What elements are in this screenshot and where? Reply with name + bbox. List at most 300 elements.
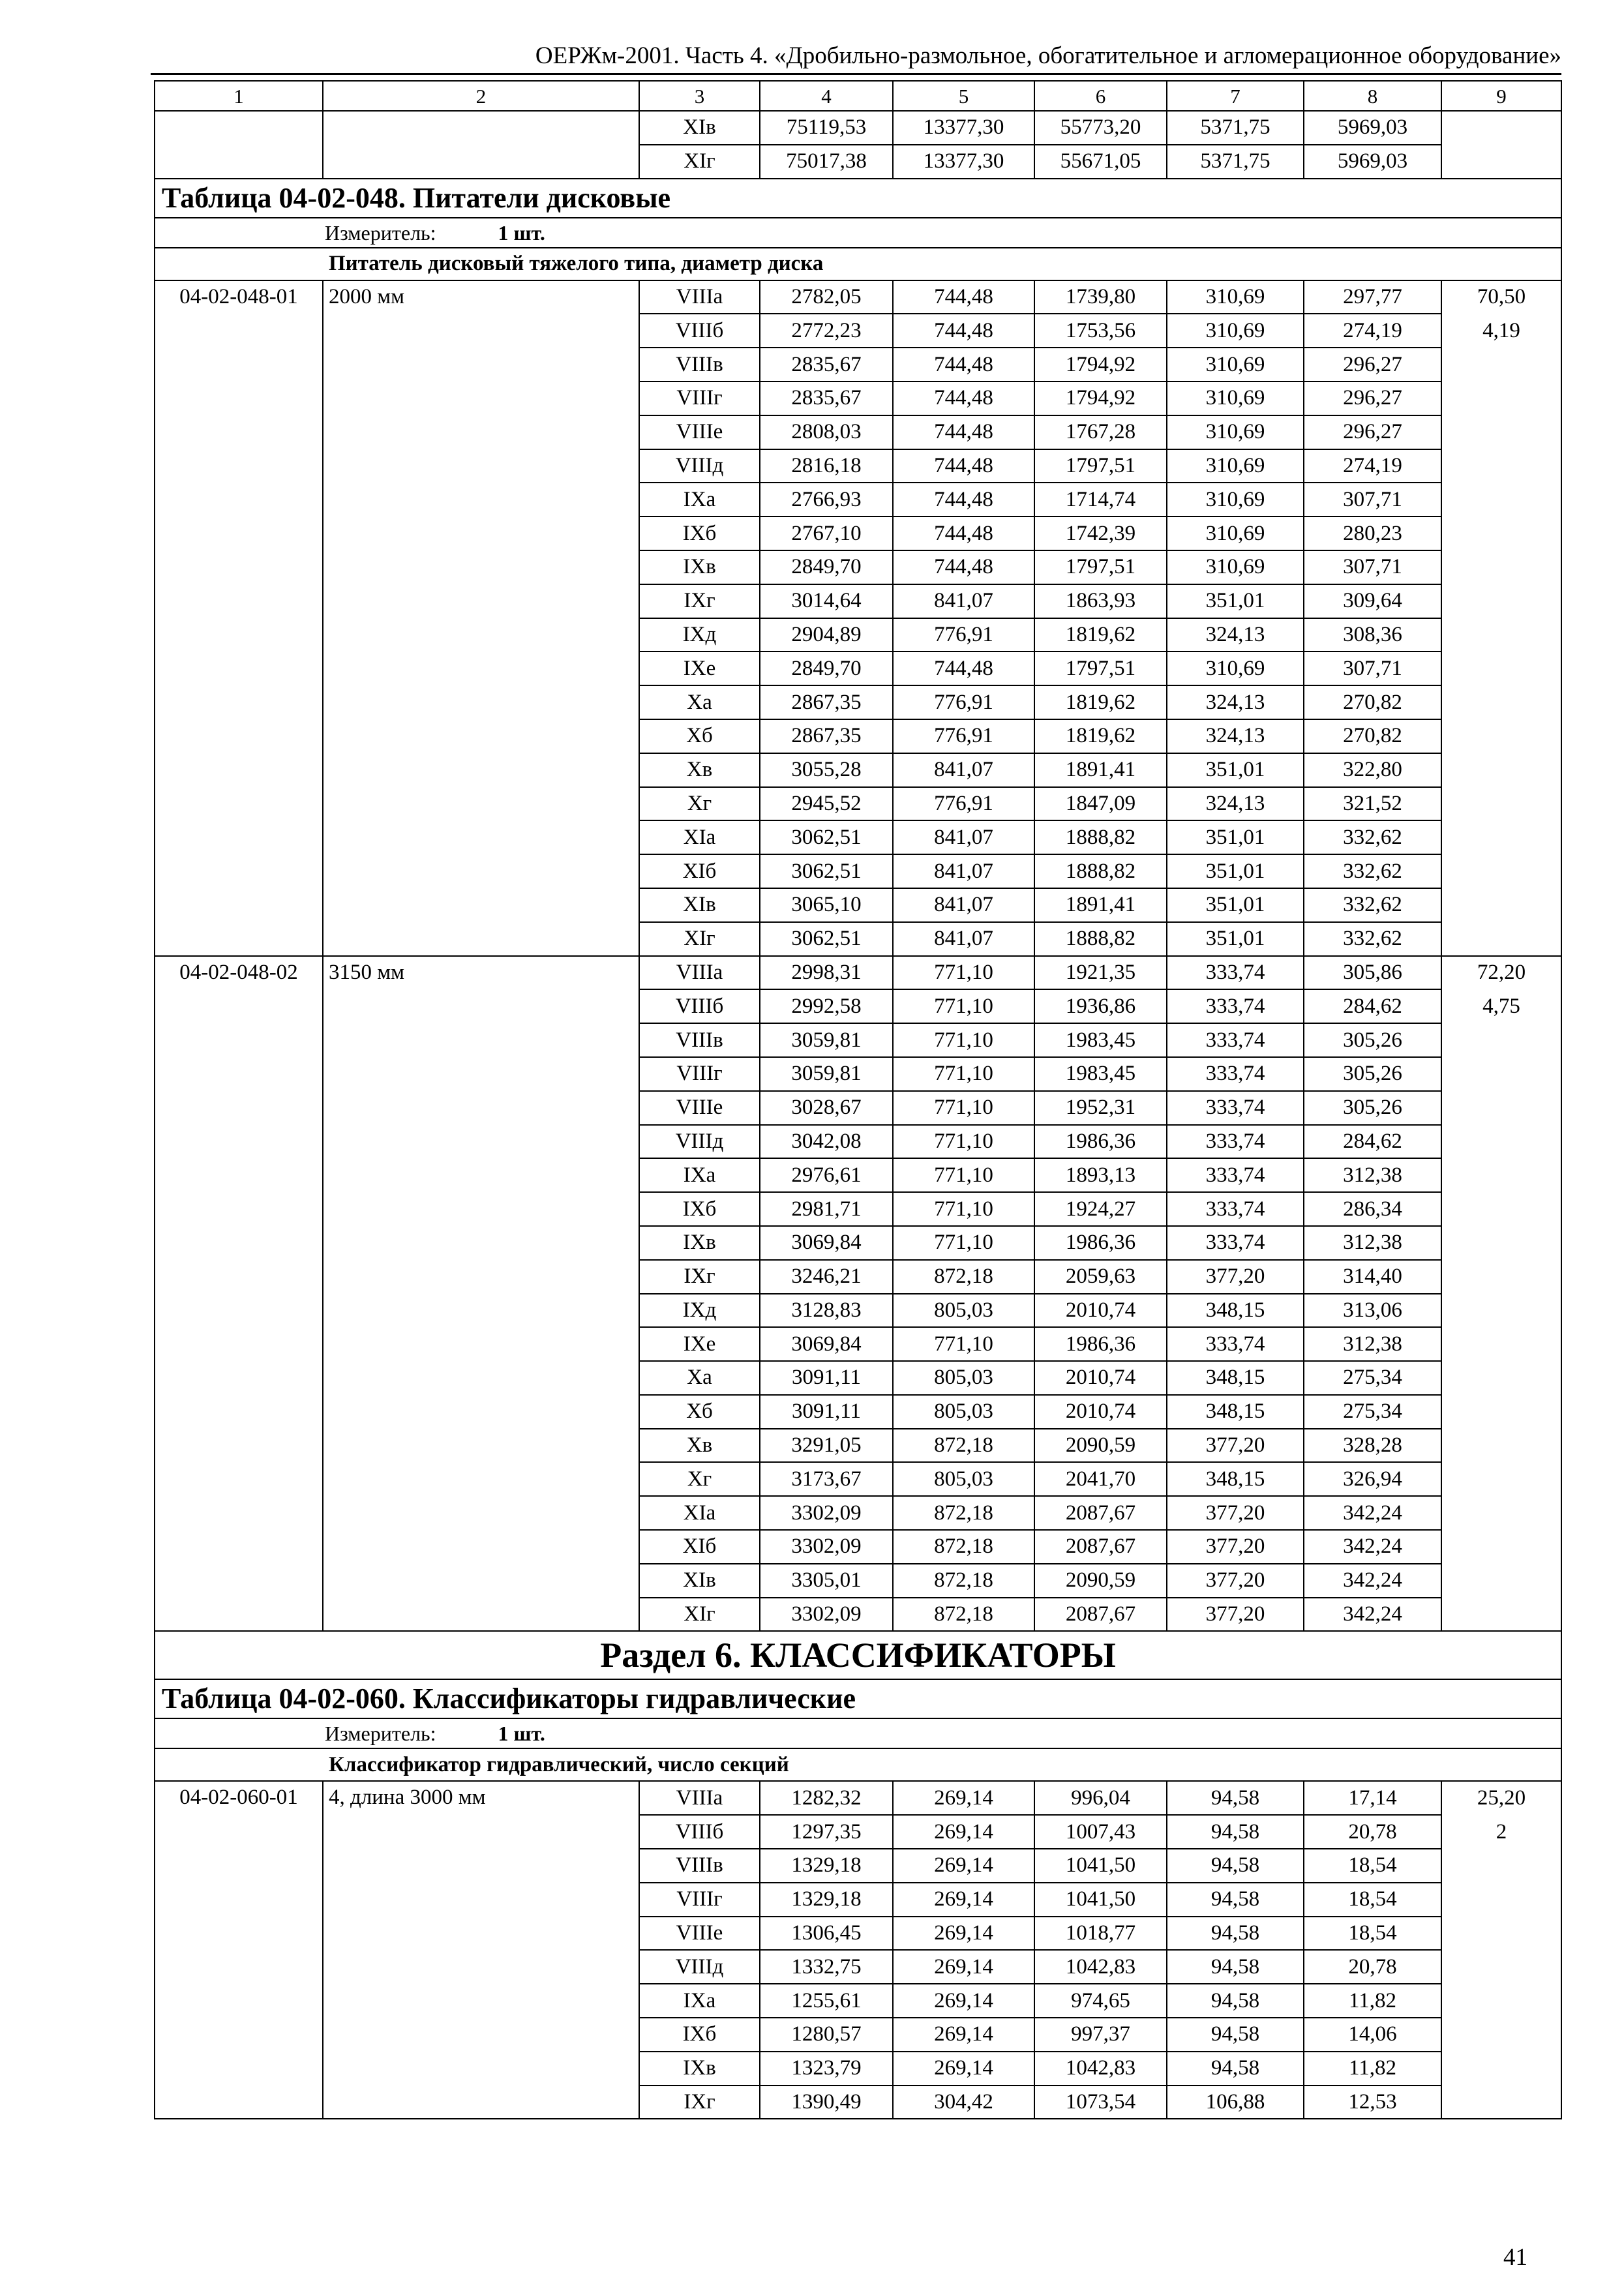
- table-subtitle: Питатель дисковый тяжелого типа, диаметр диска: [155, 248, 1561, 280]
- zone-cell: IXa: [639, 483, 760, 516]
- value-cell: 1952,31: [1034, 1091, 1167, 1125]
- value-cell: 1819,62: [1034, 685, 1167, 719]
- value-cell: 872,18: [893, 1429, 1034, 1463]
- measure-cell: [155, 1718, 1561, 1748]
- value-cell: 744,48: [893, 314, 1034, 348]
- table-row: [155, 1781, 1561, 1815]
- value-cell: 1042,83: [1034, 1950, 1167, 1984]
- value-cell: 94,58: [1167, 1917, 1304, 1951]
- value-cell: 2835,67: [760, 382, 893, 415]
- value-cell: 3062,51: [760, 922, 893, 956]
- col9-cell: [1441, 449, 1561, 483]
- col9-cell: [1441, 1984, 1561, 2018]
- value-cell: 312,38: [1304, 1327, 1441, 1361]
- value-cell: 333,74: [1167, 1327, 1304, 1361]
- col9-cell: [1441, 719, 1561, 753]
- value-cell: 351,01: [1167, 820, 1304, 854]
- value-cell: 332,62: [1304, 854, 1441, 888]
- zone-cell: VIIIa: [639, 956, 760, 990]
- value-cell: 333,74: [1167, 1023, 1304, 1057]
- value-cell: 296,27: [1304, 382, 1441, 415]
- zone-cell: VIIIд: [639, 449, 760, 483]
- col9-cell: [1441, 415, 1561, 449]
- value-cell: 1983,45: [1034, 1057, 1167, 1091]
- table-row: [155, 111, 1561, 145]
- value-cell: 1891,41: [1034, 888, 1167, 922]
- value-cell: 310,69: [1167, 280, 1304, 314]
- value-cell: 3065,10: [760, 888, 893, 922]
- value-cell: 94,58: [1167, 1849, 1304, 1883]
- value-cell: 324,13: [1167, 618, 1304, 652]
- value-cell: 269,14: [893, 1950, 1034, 1984]
- value-cell: 297,77: [1304, 280, 1441, 314]
- value-cell: 270,82: [1304, 685, 1441, 719]
- value-cell: 275,34: [1304, 1395, 1441, 1429]
- value-cell: 2904,89: [760, 618, 893, 652]
- zone-cell: VIIIг: [639, 1057, 760, 1091]
- value-cell: 274,19: [1304, 449, 1441, 483]
- value-cell: 377,20: [1167, 1564, 1304, 1598]
- value-cell: 1819,62: [1034, 618, 1167, 652]
- value-cell: 269,14: [893, 1781, 1034, 1815]
- value-cell: 744,48: [893, 449, 1034, 483]
- value-cell: 2867,35: [760, 719, 893, 753]
- col9-cell: [1441, 787, 1561, 821]
- value-cell: 776,91: [893, 685, 1034, 719]
- value-cell: 1986,36: [1034, 1226, 1167, 1260]
- value-cell: 1753,56: [1034, 314, 1167, 348]
- value-cell: 13377,30: [893, 145, 1034, 179]
- value-cell: 321,52: [1304, 787, 1441, 821]
- value-cell: 18,54: [1304, 1883, 1441, 1917]
- value-cell: 1893,13: [1034, 1158, 1167, 1192]
- value-cell: 12,53: [1304, 2086, 1441, 2119]
- value-cell: 348,15: [1167, 1294, 1304, 1328]
- value-cell: 3014,64: [760, 584, 893, 618]
- value-cell: 342,24: [1304, 1530, 1441, 1564]
- value-cell: 326,94: [1304, 1462, 1441, 1496]
- value-cell: 5371,75: [1167, 145, 1304, 179]
- value-cell: 841,07: [893, 820, 1034, 854]
- value-cell: 974,65: [1034, 1984, 1167, 2018]
- value-cell: 2087,67: [1034, 1496, 1167, 1530]
- value-cell: 310,69: [1167, 382, 1304, 415]
- measure-unit: 1 шт.: [498, 220, 545, 245]
- value-cell: 333,74: [1167, 1226, 1304, 1260]
- value-cell: 328,28: [1304, 1429, 1441, 1463]
- value-cell: 1329,18: [760, 1849, 893, 1883]
- zone-cell: XIб: [639, 1530, 760, 1564]
- value-cell: 14,06: [1304, 2018, 1441, 2052]
- zone-cell: IXг: [639, 1260, 760, 1294]
- zone-cell: Xa: [639, 1361, 760, 1395]
- zone-cell: XIг: [639, 922, 760, 956]
- value-cell: 269,14: [893, 1883, 1034, 1917]
- zone-cell: VIIIд: [639, 1950, 760, 1984]
- value-cell: 3062,51: [760, 820, 893, 854]
- value-cell: 5371,75: [1167, 111, 1304, 145]
- value-cell: 1863,93: [1034, 584, 1167, 618]
- value-cell: 1891,41: [1034, 753, 1167, 787]
- value-cell: 1282,32: [760, 1781, 893, 1815]
- zone-cell: VIIIe: [639, 1917, 760, 1951]
- value-cell: 94,58: [1167, 1883, 1304, 1917]
- value-cell: 2849,70: [760, 550, 893, 584]
- value-cell: 3062,51: [760, 854, 893, 888]
- zone-cell: IXб: [639, 2018, 760, 2052]
- value-cell: 2981,71: [760, 1192, 893, 1226]
- value-cell: 348,15: [1167, 1361, 1304, 1395]
- value-cell: 94,58: [1167, 1984, 1304, 2018]
- column-number: 6: [1034, 81, 1167, 111]
- value-cell: 3246,21: [760, 1260, 893, 1294]
- value-cell: 310,69: [1167, 550, 1304, 584]
- value-cell: 1936,86: [1034, 989, 1167, 1023]
- zone-cell: IXa: [639, 1158, 760, 1192]
- col9-cell: [1441, 854, 1561, 888]
- value-cell: 309,64: [1304, 584, 1441, 618]
- value-cell: 1329,18: [760, 1883, 893, 1917]
- col9-cell: [1441, 820, 1561, 854]
- zone-cell: Xв: [639, 753, 760, 787]
- value-cell: 269,14: [893, 2018, 1034, 2052]
- value-cell: 744,48: [893, 483, 1034, 516]
- col9-cell: [1441, 651, 1561, 685]
- value-cell: 841,07: [893, 922, 1034, 956]
- zone-cell: VIIIв: [639, 1023, 760, 1057]
- value-cell: 771,10: [893, 1091, 1034, 1125]
- value-cell: 269,14: [893, 1815, 1034, 1849]
- value-cell: 776,91: [893, 618, 1034, 652]
- value-cell: 1986,36: [1034, 1327, 1167, 1361]
- value-cell: 3069,84: [760, 1327, 893, 1361]
- table-body: [155, 81, 1561, 2119]
- col9-cell: [1441, 1226, 1561, 1260]
- subtitle-row: [155, 248, 1561, 280]
- value-cell: 2767,10: [760, 516, 893, 550]
- value-cell: 771,10: [893, 989, 1034, 1023]
- col9-cell: [1441, 1883, 1561, 1917]
- value-cell: 310,69: [1167, 483, 1304, 516]
- value-cell: 1888,82: [1034, 820, 1167, 854]
- column-number: 4: [760, 81, 893, 111]
- col9-cell: [1441, 1260, 1561, 1294]
- value-cell: 18,54: [1304, 1849, 1441, 1883]
- value-cell: 314,40: [1304, 1260, 1441, 1294]
- table-row: [155, 956, 1561, 990]
- value-cell: 1714,74: [1034, 483, 1167, 516]
- value-cell: 805,03: [893, 1395, 1034, 1429]
- value-cell: 744,48: [893, 382, 1034, 415]
- value-cell: 841,07: [893, 584, 1034, 618]
- zone-cell: VIIIa: [639, 280, 760, 314]
- value-cell: 55671,05: [1034, 145, 1167, 179]
- value-cell: 1797,51: [1034, 449, 1167, 483]
- value-cell: 1742,39: [1034, 516, 1167, 550]
- item-name: 4, длина 3000 мм: [323, 1781, 639, 2119]
- col9-cell: [1441, 550, 1561, 584]
- value-cell: 2849,70: [760, 651, 893, 685]
- value-cell: 2945,52: [760, 787, 893, 821]
- value-cell: 3302,09: [760, 1530, 893, 1564]
- value-cell: 776,91: [893, 787, 1034, 821]
- item-name: 2000 мм: [323, 280, 639, 956]
- subtitle-row: [155, 1748, 1561, 1781]
- col9-cell: [1441, 1462, 1561, 1496]
- table-subtitle: Классификатор гидравлический, число секций: [155, 1748, 1561, 1781]
- value-cell: 307,71: [1304, 651, 1441, 685]
- value-cell: 351,01: [1167, 753, 1304, 787]
- value-cell: 310,69: [1167, 348, 1304, 382]
- value-cell: 313,06: [1304, 1294, 1441, 1328]
- value-cell: 1847,09: [1034, 787, 1167, 821]
- value-cell: 106,88: [1167, 2086, 1304, 2119]
- column-number: 3: [639, 81, 760, 111]
- zone-cell: Xг: [639, 1462, 760, 1496]
- value-cell: 1819,62: [1034, 719, 1167, 753]
- value-cell: 872,18: [893, 1496, 1034, 1530]
- col9-cell: [1441, 1950, 1561, 1984]
- measure-label: Измеритель:: [325, 220, 436, 245]
- value-cell: 333,74: [1167, 956, 1304, 990]
- value-cell: 280,23: [1304, 516, 1441, 550]
- value-cell: 841,07: [893, 854, 1034, 888]
- value-cell: 2992,58: [760, 989, 893, 1023]
- value-cell: 94,58: [1167, 2018, 1304, 2052]
- value-cell: 333,74: [1167, 1091, 1304, 1125]
- value-cell: 1888,82: [1034, 854, 1167, 888]
- value-cell: 322,80: [1304, 753, 1441, 787]
- value-cell: 75119,53: [760, 111, 893, 145]
- table-title-row: [155, 1679, 1561, 1718]
- zone-cell: XIг: [639, 1598, 760, 1632]
- zone-cell: VIIIв: [639, 348, 760, 382]
- value-cell: 744,48: [893, 348, 1034, 382]
- zone-cell: IXa: [639, 1984, 760, 2018]
- value-cell: 771,10: [893, 1192, 1034, 1226]
- column-number: 8: [1304, 81, 1441, 111]
- value-cell: 305,26: [1304, 1057, 1441, 1091]
- table-title: Таблица 04-02-060. Классификаторы гидравлические: [155, 1679, 1561, 1718]
- value-cell: 2090,59: [1034, 1429, 1167, 1463]
- zone-cell: IXб: [639, 1192, 760, 1226]
- zone-cell: Xг: [639, 787, 760, 821]
- value-cell: 771,10: [893, 1226, 1034, 1260]
- value-cell: 312,38: [1304, 1158, 1441, 1192]
- value-cell: 1767,28: [1034, 415, 1167, 449]
- zone-cell: VIIIг: [639, 382, 760, 415]
- zone-cell: Xa: [639, 685, 760, 719]
- zone-cell: VIIIг: [639, 1883, 760, 1917]
- col9-cell: [1441, 348, 1561, 382]
- col9-cell: [1441, 1023, 1561, 1057]
- code-cell: [155, 145, 323, 179]
- col9-cell: [1441, 1327, 1561, 1361]
- col9-cell: [1441, 145, 1561, 179]
- value-cell: 377,20: [1167, 1429, 1304, 1463]
- col9-cell: [1441, 753, 1561, 787]
- table-row: [155, 145, 1561, 179]
- value-cell: 55773,20: [1034, 111, 1167, 145]
- value-cell: 3059,81: [760, 1057, 893, 1091]
- value-cell: 351,01: [1167, 584, 1304, 618]
- value-cell: 1390,49: [760, 2086, 893, 2119]
- value-cell: 269,14: [893, 1984, 1034, 2018]
- column-number: 7: [1167, 81, 1304, 111]
- value-cell: 2766,93: [760, 483, 893, 516]
- value-cell: 310,69: [1167, 516, 1304, 550]
- value-cell: 13377,30: [893, 111, 1034, 145]
- value-cell: 94,58: [1167, 1781, 1304, 1815]
- col9-cell: [1441, 483, 1561, 516]
- value-cell: 332,62: [1304, 888, 1441, 922]
- value-cell: 284,62: [1304, 989, 1441, 1023]
- value-cell: 332,62: [1304, 922, 1441, 956]
- value-cell: 1018,77: [1034, 1917, 1167, 1951]
- item-name: 3150 мм: [323, 956, 639, 1632]
- value-cell: 1041,50: [1034, 1883, 1167, 1917]
- value-cell: 333,74: [1167, 1192, 1304, 1226]
- value-cell: 2772,23: [760, 314, 893, 348]
- col9-cell: [1441, 1849, 1561, 1883]
- value-cell: 3069,84: [760, 1226, 893, 1260]
- value-cell: 805,03: [893, 1294, 1034, 1328]
- value-cell: 332,62: [1304, 820, 1441, 854]
- zone-cell: IXe: [639, 1327, 760, 1361]
- value-cell: 841,07: [893, 888, 1034, 922]
- col9-cell: [1441, 685, 1561, 719]
- measure-cell: [155, 218, 1561, 248]
- value-cell: 94,58: [1167, 1950, 1304, 1984]
- value-cell: 3173,67: [760, 1462, 893, 1496]
- col9-cell: [1441, 382, 1561, 415]
- col9-cell: [1441, 1294, 1561, 1328]
- value-cell: 805,03: [893, 1462, 1034, 1496]
- col9-cell: [1441, 2086, 1561, 2119]
- item-code: 04-02-048-02: [155, 956, 323, 1632]
- value-cell: 3091,11: [760, 1395, 893, 1429]
- zone-cell: VIIIб: [639, 314, 760, 348]
- col9-cell: [1441, 2052, 1561, 2086]
- value-cell: 342,24: [1304, 1598, 1441, 1632]
- col9-cell: [1441, 2018, 1561, 2052]
- col9-cell: [1441, 922, 1561, 956]
- value-cell: 771,10: [893, 956, 1034, 990]
- value-cell: 11,82: [1304, 2052, 1441, 2086]
- value-cell: 2998,31: [760, 956, 893, 990]
- value-cell: 310,69: [1167, 415, 1304, 449]
- value-cell: 2782,05: [760, 280, 893, 314]
- value-cell: 296,27: [1304, 415, 1441, 449]
- value-cell: 310,69: [1167, 651, 1304, 685]
- value-cell: 3291,05: [760, 1429, 893, 1463]
- value-cell: 1332,75: [760, 1950, 893, 1984]
- col9-cell: [1441, 1530, 1561, 1564]
- value-cell: 348,15: [1167, 1462, 1304, 1496]
- value-cell: 2090,59: [1034, 1564, 1167, 1598]
- value-cell: 872,18: [893, 1598, 1034, 1632]
- section-title: Раздел 6. КЛАССИФИКАТОРЫ: [155, 1631, 1561, 1679]
- value-cell: 2087,67: [1034, 1530, 1167, 1564]
- value-cell: 771,10: [893, 1057, 1034, 1091]
- zone-cell: VIIIe: [639, 415, 760, 449]
- col9-cell: [1441, 888, 1561, 922]
- value-cell: 744,48: [893, 280, 1034, 314]
- measure-unit: 1 шт.: [498, 1722, 545, 1746]
- zone-cell: VIIIд: [639, 1125, 760, 1159]
- value-cell: 1797,51: [1034, 550, 1167, 584]
- zone-cell: IXг: [639, 584, 760, 618]
- value-cell: 1323,79: [760, 2052, 893, 2086]
- value-cell: 1888,82: [1034, 922, 1167, 956]
- col9-cell: [1441, 1125, 1561, 1159]
- value-cell: 307,71: [1304, 483, 1441, 516]
- measure-row: [155, 218, 1561, 248]
- zone-cell: VIIIв: [639, 1849, 760, 1883]
- value-cell: 3028,67: [760, 1091, 893, 1125]
- col9-cell: 4,19: [1441, 314, 1561, 348]
- item-code: 04-02-060-01: [155, 1781, 323, 2119]
- zone-cell: IXд: [639, 1294, 760, 1328]
- value-cell: 996,04: [1034, 1781, 1167, 1815]
- col9-cell: [1441, 584, 1561, 618]
- value-cell: 805,03: [893, 1361, 1034, 1395]
- page-header: ОЕРЖм-2001. Часть 4. «Дробильно-размольное, обогатительное и агломерационное оборудование»: [151, 39, 1561, 75]
- value-cell: 333,74: [1167, 1057, 1304, 1091]
- value-cell: 269,14: [893, 1849, 1034, 1883]
- value-cell: 1986,36: [1034, 1125, 1167, 1159]
- value-cell: 333,74: [1167, 1125, 1304, 1159]
- col9-cell: 25,20: [1441, 1781, 1561, 1815]
- value-cell: 18,54: [1304, 1917, 1441, 1951]
- value-cell: 296,27: [1304, 348, 1441, 382]
- value-cell: 351,01: [1167, 854, 1304, 888]
- measure-label: Измеритель:: [325, 1722, 436, 1746]
- zone-cell: IXв: [639, 2052, 760, 2086]
- value-cell: 872,18: [893, 1530, 1034, 1564]
- value-cell: 351,01: [1167, 888, 1304, 922]
- value-cell: 2010,74: [1034, 1395, 1167, 1429]
- value-cell: 1794,92: [1034, 348, 1167, 382]
- value-cell: 771,10: [893, 1023, 1034, 1057]
- value-cell: 1983,45: [1034, 1023, 1167, 1057]
- value-cell: 284,62: [1304, 1125, 1441, 1159]
- zone-cell: VIIIб: [639, 1815, 760, 1849]
- zone-cell: IXe: [639, 651, 760, 685]
- section-row: [155, 1631, 1561, 1679]
- value-cell: 333,74: [1167, 989, 1304, 1023]
- zone-cell: XIв: [639, 111, 760, 145]
- col9-cell: [1441, 1361, 1561, 1395]
- value-cell: 274,19: [1304, 314, 1441, 348]
- code-cell: [155, 111, 323, 145]
- value-cell: 377,20: [1167, 1598, 1304, 1632]
- value-cell: 1306,45: [760, 1917, 893, 1951]
- zone-cell: XIa: [639, 820, 760, 854]
- col9-cell: [1441, 1429, 1561, 1463]
- value-cell: 771,10: [893, 1158, 1034, 1192]
- price-table: [154, 80, 1562, 2119]
- value-cell: 310,69: [1167, 449, 1304, 483]
- value-cell: 305,26: [1304, 1091, 1441, 1125]
- page-number: 41: [1503, 2244, 1527, 2271]
- value-cell: 270,82: [1304, 719, 1441, 753]
- value-cell: 3042,08: [760, 1125, 893, 1159]
- value-cell: 286,34: [1304, 1192, 1441, 1226]
- value-cell: 305,26: [1304, 1023, 1441, 1057]
- value-cell: 377,20: [1167, 1260, 1304, 1294]
- value-cell: 872,18: [893, 1260, 1034, 1294]
